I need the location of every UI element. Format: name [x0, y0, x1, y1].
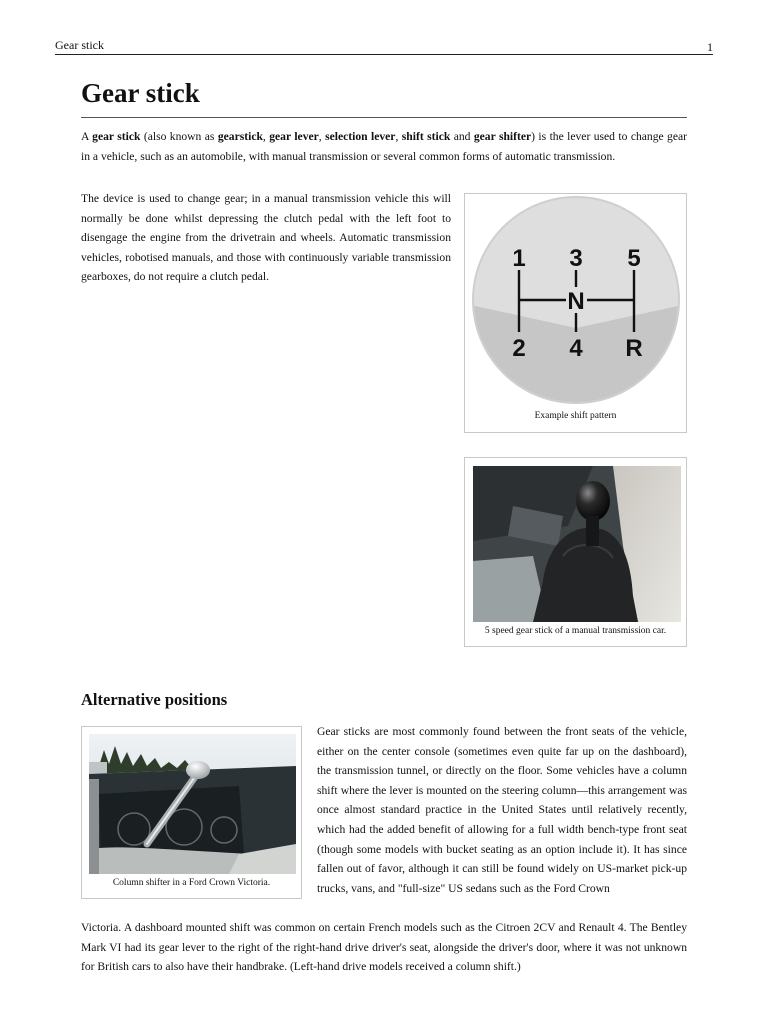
- page-title: Gear stick: [81, 76, 687, 118]
- running-header: [55, 36, 713, 55]
- column-shifter-photo: [89, 734, 296, 874]
- reverse-label: R: [625, 335, 643, 362]
- running-header-title: Gear stick: [55, 38, 104, 52]
- shift-pattern-figure: [464, 193, 687, 433]
- intro-text: ,: [262, 130, 270, 143]
- gear-stick-figure: [464, 457, 687, 647]
- neutral-label: N: [567, 288, 585, 315]
- intro-text: and: [450, 130, 474, 143]
- gear-1-label: 1: [512, 245, 526, 272]
- intro-text: ,: [318, 130, 326, 143]
- bold-term: gear shifter: [473, 130, 532, 143]
- gear-4-label: 4: [569, 335, 583, 362]
- column-shifter-figure: [81, 726, 302, 899]
- shift-pattern-caption: Example shift pattern: [534, 411, 617, 421]
- gear-stick-photo: [473, 466, 681, 622]
- gear-stick-caption: 5 speed gear stick of a manual transmission car.: [484, 626, 667, 636]
- intro-text: ,: [395, 130, 402, 143]
- gear-2-label: 2: [512, 335, 526, 362]
- shift-pattern-diagram: [466, 196, 687, 412]
- bold-term: gear stick: [92, 130, 141, 143]
- bold-term: shift stick: [401, 130, 451, 143]
- device-paragraph: The device is used to change gear; in a manual transmission vehicle this will normally be done whilst depressing the clutch pedal with the left foot to disengage the engine from the drivetrain and wheels. Automatic transmission vehicles, robotised manuals, and those with continuously variable transmission gearboxes, do not require a clutch pedal.: [81, 192, 451, 284]
- intro-paragraph: [81, 127, 687, 166]
- page-number: 1: [707, 40, 713, 54]
- bold-term: selection lever: [325, 130, 396, 143]
- gear-5-label: 5: [627, 245, 641, 272]
- bold-term: gear lever: [269, 130, 319, 143]
- column-shifter-caption: Column shifter in a Ford Crown Victoria.: [112, 878, 271, 888]
- alternative-positions-paragraph-continued: Victoria. A dashboard mounted shift was common on certain French models such as the Citroen 2CV and Renault 4. The Bentley Mark VI had its gear lever to the right of the right-hand drive driver's seat, alongside the driver's door, where it was not unknown for British cars to also have their handbrake. (Left-hand drive models received a column shift.): [81, 921, 687, 974]
- intro-text: (also known as: [140, 130, 218, 143]
- gear-3-label: 3: [569, 245, 583, 272]
- alternative-positions-paragraph: Gear sticks are most commonly found between the front seats of the vehicle, either on the center console (sometimes even quite far up on the dashboard), the transmission tunnel, or directly on the floor. Some vehicles have a column shift where the lever is mounted on the steering column—this arrangement was once almost standard practice in the United States until relatively recently, which had the added benefit of allowing for a full width bench-type front seat (though some models with bucket seating as an option include it). It has since fallen out of favor, although it can still be found widely on US-market pick-up trucks, vans, and "full-size" US sedans such as the Ford Crown: [317, 725, 687, 895]
- intro-text: ) is the lever used to change gear in a vehicle, such as an automobile, with manual transmission or several common forms of automatic transmission.: [81, 130, 688, 163]
- bold-term: gearstick: [217, 130, 263, 143]
- intro-text: A: [81, 130, 93, 143]
- section-heading-alternative-positions: Alternative positions: [81, 690, 228, 709]
